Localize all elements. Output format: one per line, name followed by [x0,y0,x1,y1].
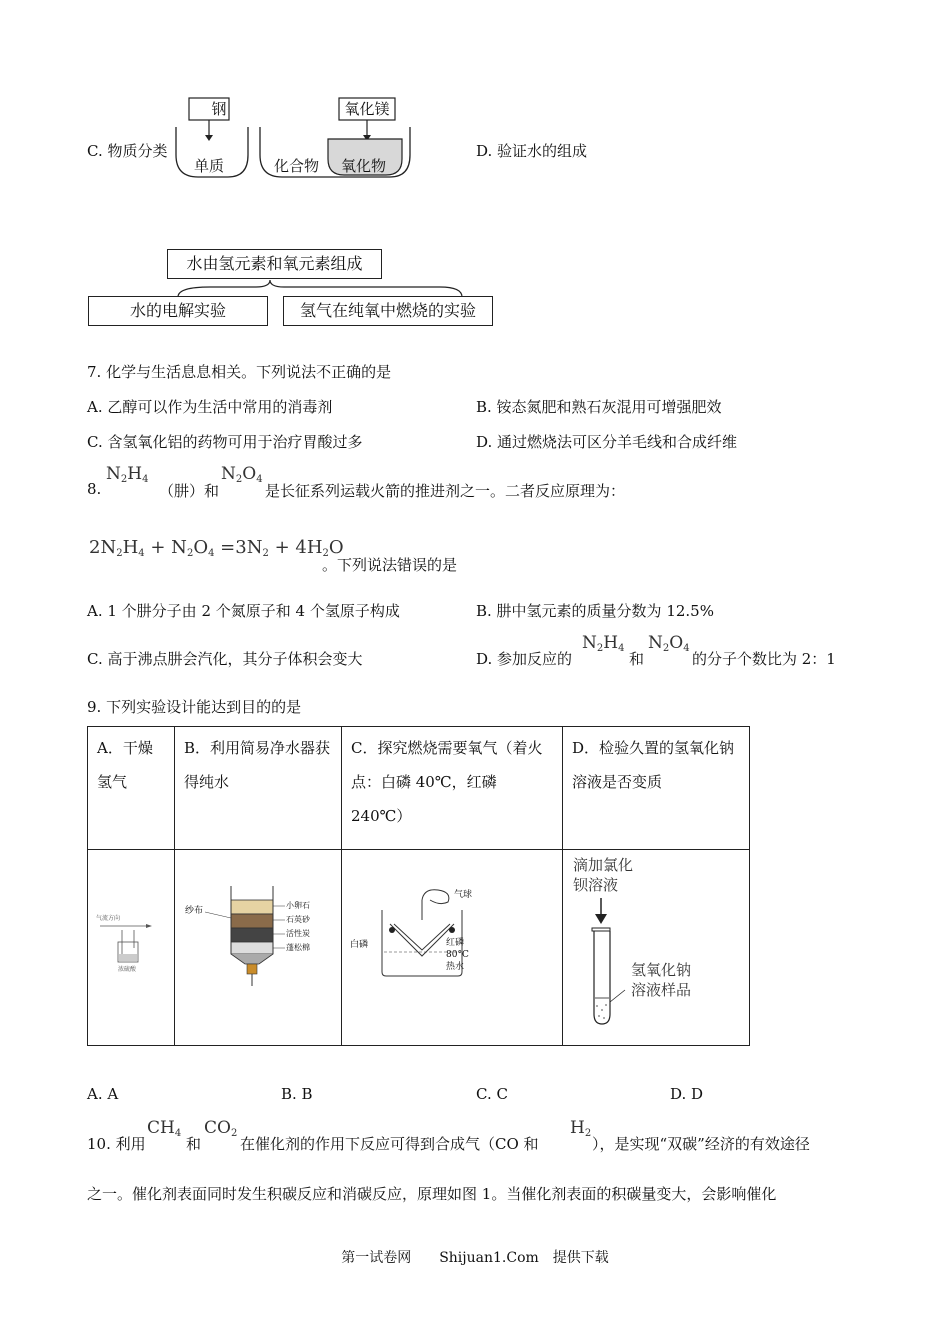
element-label: 单质 [194,157,225,175]
q8-hydrazine-name: （肼）和 [159,482,220,500]
fig-b-layer-3: 活性炭 [286,929,310,938]
fig-b-layer-4: 蓬松棉 [286,943,310,952]
q7-option-a: A. 乙醇可以作为生活中常用的消毒剂 [87,398,333,416]
q9-option-a: A. A [87,1085,119,1103]
header-b: B．利用简易净水器获得纯水 [175,727,342,850]
q9-option-b: B. B [281,1085,313,1103]
reaction-equation: $2N_2H_4 + N_2O_4 =3N_2 + 4H_2O$ [89,537,344,559]
q9-option-d: D. D [670,1085,704,1103]
q9-option-c: C. C [476,1085,508,1103]
q8-option-b: B. 肼中氢元素的质量分数为 12.5% [476,602,714,620]
q7-option-b: B. 铵态氮肥和熟石灰混用可增强肥效 [476,398,722,416]
q8-option-a: A. 1 个肼分子由 2 个氮原子和 4 个氢原子构成 [87,602,400,620]
formula-n2h4: $N_2H_4$ [106,464,149,485]
compound-label: 化合物 [274,157,320,175]
page-footer: 第一试卷网 Shijuan1.Com 提供下载 [341,1250,609,1266]
fig-c-red-label: 红磷 [446,938,465,948]
q8-option-d-pre: D. 参加反应的 [476,650,573,668]
figure-c-cell [342,850,563,1046]
fig-c-balloon-label: 气球 [454,890,473,900]
q10-post: ），是实现“双碳”经济的有效途径 [592,1135,810,1153]
fig-b-layer-1: 小卵石 [286,901,310,910]
q10-and: 和 [186,1135,202,1153]
q8-option-d-post: 的分子个数比为 2：1 [692,650,836,668]
magnesium-oxide-label: 氧化镁 [344,100,390,118]
q10-prefix: 10. 利用 [87,1135,146,1153]
q8-stem-end: 。下列说法错误的是 [322,556,458,574]
option-d-label: D. 验证水的组成 [476,142,588,160]
fig-b-layer-2: 石英砂 [286,915,310,924]
fig-d-reagent-line2: 钡溶液 [573,876,619,894]
fig-d-reagent-line1: 滴加氯化 [573,856,634,874]
q7-option-d: D. 通过燃烧法可区分羊毛线和合成纤维 [476,433,738,451]
water-composition-box: 水由氢元素和氧元素组成 [167,249,382,279]
fig-a-acid-label: 浓硫酸 [118,966,137,973]
header-d: D．检验久置的氢氧化钠溶液是否变质 [563,727,750,850]
fig-d-sample-line2: 溶液样品 [631,981,692,999]
formula-n2o4-option-d: $N_2O_4$ [648,633,690,654]
q8-number: 8. [87,480,102,498]
fig-b-gauze-label: 纱布 [185,906,204,916]
q8-option-d-mid: 和 [629,650,645,668]
fig-c-water-label: 热水 [446,962,465,972]
fig-a-flow-label: 气流方向 [96,915,121,922]
header-c: C．探究燃烧需要氧气（着火点：白磷 40℃，红磷 240℃） [342,727,563,850]
experiment-table [87,726,750,1046]
formula-n2o4: $N_2O_4$ [221,464,263,485]
steel-label: 钢 [211,100,227,118]
hydrogen-combustion-box: 氢气在纯氧中燃烧的实验 [283,296,493,326]
option-c-label: C. 物质分类 [87,142,168,160]
fig-c-temp-label: 80°C [446,950,469,960]
formula-co2: $CO_2$ [204,1118,238,1139]
combustion-figure [342,880,542,980]
q7-stem: 7. 化学与生活息息相关。下列说法不正确的是 [87,363,392,381]
fig-c-white-label: 白磷 [350,940,369,950]
q8-option-c: C. 高于沸点肼会汽化，其分子体积会变大 [87,650,363,668]
figure-a-cell [88,850,175,1046]
figure-d-cell [563,850,750,1046]
drying-apparatus-figure [96,914,164,974]
q10-middle: 在催化剂的作用下反应可得到合成气（CO 和 [240,1135,539,1153]
q8-stem-rest: 是长征系列运载火箭的推进剂之一。二者反应原理为： [265,482,626,500]
formula-h2: $H_2$ [570,1118,592,1139]
header-a: A．干燥氢气 [88,727,175,850]
formula-n2h4-option-d: $N_2H_4$ [582,633,625,654]
formula-ch4: $CH_4$ [147,1118,182,1139]
q7-option-c: C. 含氢氧化铝的药物可用于治疗胃酸过多 [87,433,363,451]
figure-b-cell [175,850,342,1046]
q10-line2: 之一。催化剂表面同时发生积碳反应和消碳反应，原理如图 1。当催化剂表面的积碳量变大，会影响催化 [87,1185,777,1203]
electrolysis-box: 水的电解实验 [88,296,268,326]
oxide-label: 氧化物 [341,157,387,175]
fig-d-sample-line1: 氢氧化钠 [631,961,692,979]
q9-stem: 9. 下列实验设计能达到目的的是 [87,698,302,716]
